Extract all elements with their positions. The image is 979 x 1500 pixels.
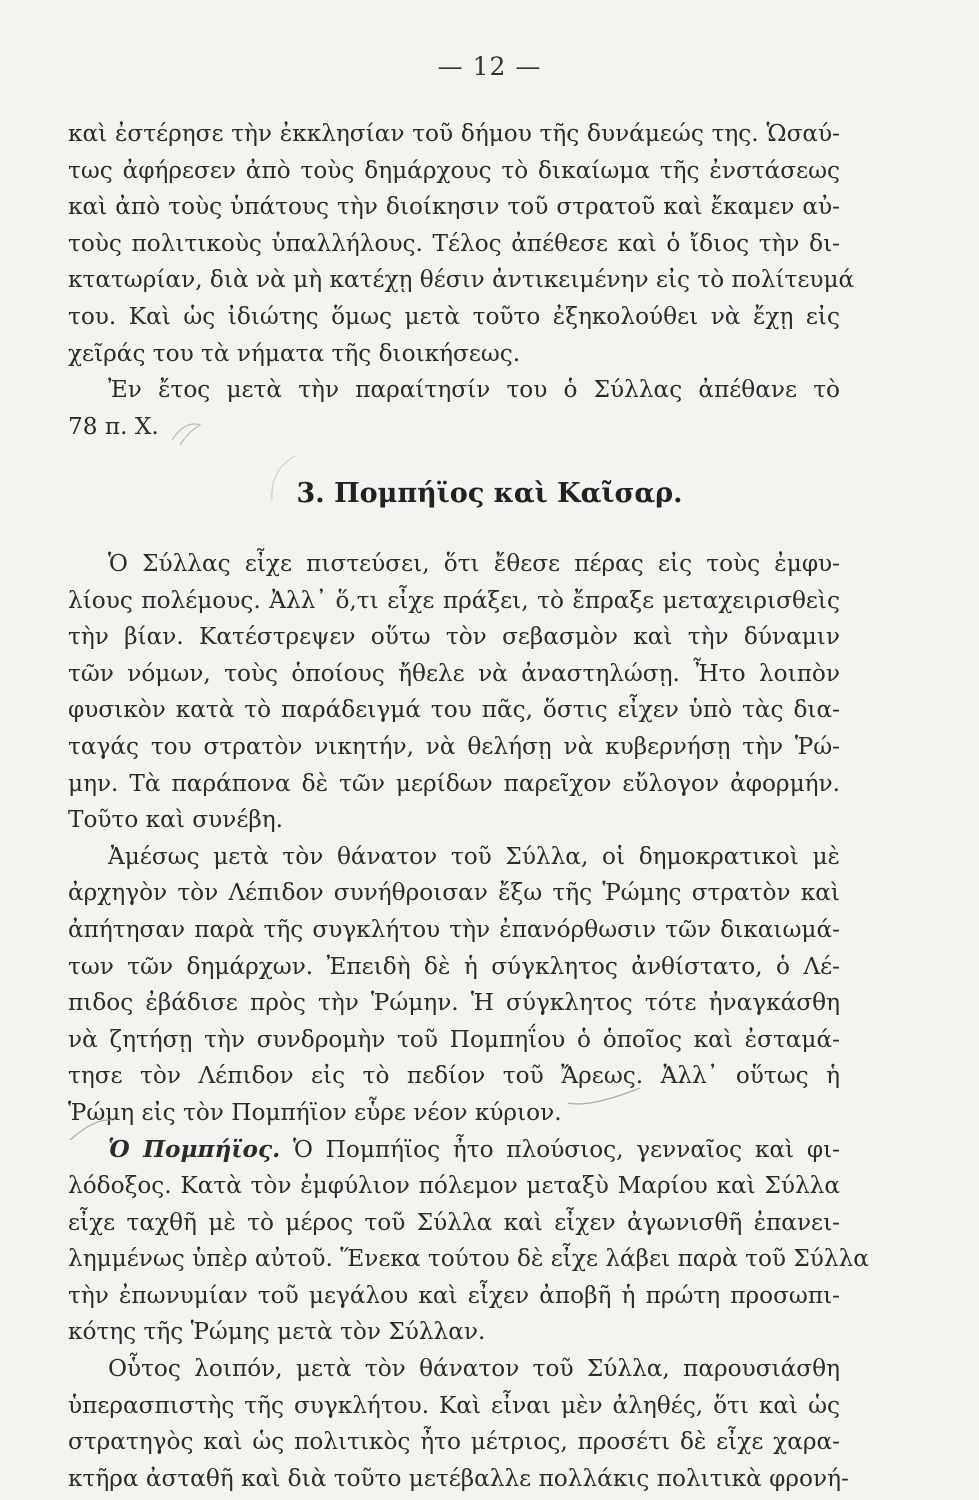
text-line: Ἀμέσως μετὰ τὸν θάνατον τοῦ Σύλλα, οἱ δημοκρατικοὶ μὲ <box>108 842 840 870</box>
text-line: χεῖράς του τὰ νήματα τῆς διοικήσεως. <box>68 339 521 367</box>
text-block-top <box>68 116 855 445</box>
text-line: ἀρχηγὸν τὸν Λέπιδον συνήθροισαν ἔξω τῆς Ῥώμης στρατὸν καὶ <box>68 879 840 907</box>
line-text: Ὁ Πομπήϊος ἦτο πλούσιος, γενναῖος καὶ φι- <box>280 1135 841 1163</box>
paragraph-lead: Ὁ Πομπήϊος. <box>108 1135 281 1163</box>
page-number: — 12 — <box>437 52 542 81</box>
text-line: εἶχε ταχθῆ μὲ τὸ μέρος τοῦ Σύλλα καὶ εἶχεν ἀγωνισθῆ ἐπανει- <box>68 1208 840 1236</box>
text-line: τὴν ἐπωνυμίαν τοῦ μεγάλου καὶ εἶχεν ἀποβῆ ἡ πρώτη προσωπι- <box>68 1281 840 1309</box>
text-block-bottom <box>68 546 869 1497</box>
text-line: Τοῦτο καὶ συνέβη. <box>68 806 283 834</box>
text-line: πιδος ἐβάδισε πρὸς τὴν Ῥώμην. Ἡ σύγκλητος τότε ἠναγκάσθη <box>68 989 840 1017</box>
text-line: ἀπήτησαν παρὰ τῆς συγκλήτου τὴν ἐπανόρθωσιν τῶν δικαιωμά- <box>68 915 840 943</box>
text-line: Ὁ Σύλλας εἶχε πιστεύσει, ὅτι ἔθεσε πέρας εἰς τοὺς ἐμφυ- <box>108 550 840 577</box>
text-line: τὴν βίαν. Κατέστρεψεν οὕτω τὸν σεβασμὸν καὶ τὴν δύναμιν <box>68 623 840 651</box>
text-line: τῶν νόμων, τοὺς ὁποίους ἤθελε νὰ ἀναστηλώσῃ. Ἦτο λοιπὸν <box>68 659 840 687</box>
text-line: Ἐν ἔτος μετὰ τὴν παραίτησίν του ὁ Σύλλας ἀπέθανε τὸ <box>108 376 840 404</box>
text-line: στρατηγὸς καὶ ὡς πολιτικὸς ἦτο μέτριος, προσέτι δὲ εἶχε χαρα- <box>68 1428 840 1456</box>
text-line: κότης τῆς Ῥώμης μετὰ τὸν Σύλλαν. <box>68 1318 486 1346</box>
text-line: μην. Τὰ παράπονα δὲ τῶν μερίδων παρεῖχον εὔλογον ἀφορμήν. <box>68 769 840 797</box>
text-line: τοὺς πολιτικοὺς ὑπαλλήλους. Τέλος ἀπέθεσε καὶ ὁ ἴδιος τὴν δι- <box>68 229 840 257</box>
text-line: τως ἀφήρεσεν ἀπὸ τοὺς δημάρχους τὸ δικαίωμα τῆς ἐνστάσεως <box>68 156 840 184</box>
text-line: 78 π. Χ. <box>68 412 159 440</box>
text-line: λημμένως ὑπὲρ αὐτοῦ. Ἕνεκα τούτου δὲ εἶχε λάβει παρὰ τοῦ Σύλλα <box>68 1245 869 1273</box>
text-line: λόδοξος. Κατὰ τὸν ἐμφύλιον πόλεμον μεταξὺ Μαρίου καὶ Σύλλα <box>68 1172 840 1200</box>
text-line: ὑπερασπιστὴς τῆς συγκλήτου. Καὶ εἶναι μὲν ἀληθές, ὅτι καὶ ὡς <box>68 1391 840 1419</box>
text-line: φυσικὸν κατὰ τὸ παράδειγμά του πᾶς, ὅστις εἶχεν ὑπὸ τὰς δια- <box>68 696 840 724</box>
section-heading: 3. Πομπήϊος καὶ Καῖσαρ. <box>296 478 683 509</box>
text-line: νὰ ζητήσῃ τὴν συνδρομὴν τοῦ Πομπηΐου ὁ ὁποῖος καὶ ἐσταμά- <box>68 1025 840 1053</box>
text-line: τησε τὸν Λέπιδον εἰς τὸ πεδίον τοῦ Ἄρεως. Ἀλλ᾽ οὕτως ἡ <box>68 1062 840 1090</box>
text-line: κτατωρίαν, διὰ νὰ μὴ κατέχῃ θέσιν ἀντικειμένην εἰς τὸ πολίτευμά <box>68 266 855 294</box>
text-line: καὶ ἐστέρησε τὴν ἐκκλησίαν τοῦ δήμου τῆς δυνάμεώς της. Ὡσαύ- <box>68 120 840 147</box>
text-line: Οὗτος λοιπόν, μετὰ τὸν θάνατον τοῦ Σύλλα, παρουσιάσθη <box>108 1355 840 1383</box>
text-line: του. Καὶ ὡς ἰδιώτης ὅμως μετὰ τοῦτο ἐξηκολούθει νὰ ἔχῃ εἰς <box>68 302 840 330</box>
text-line: καὶ ἀπὸ τοὺς ὑπάτους τὴν διοίκησιν τοῦ στρατοῦ καὶ ἔκαμεν αὐ- <box>68 193 840 221</box>
text-line: των τῶν δημάρχων. Ἐπειδὴ δὲ ἡ σύγκλητος ἀνθίστατο, ὁ Λέ- <box>68 952 840 980</box>
text-line <box>68 1132 840 1169</box>
text-line: λίους πολέμους. Ἀλλ᾽ ὅ,τι εἶχε πράξει, τὸ ἔπραξε μεταχειρισθεὶς <box>68 586 840 614</box>
text-line: ταγάς του στρατὸν νικητήν, νὰ θελήσῃ νὰ κυβερνήσῃ τὴν Ῥώ- <box>68 732 840 760</box>
text-line: Ῥώμη εἰς τὸν Πομπήϊον εὗρε νέον κύριον. <box>68 1098 562 1126</box>
text-line: κτῆρα ἀσταθῆ καὶ διὰ τοῦτο μετέβαλλε πολλάκις πολιτικὰ φρονή- <box>68 1464 849 1492</box>
